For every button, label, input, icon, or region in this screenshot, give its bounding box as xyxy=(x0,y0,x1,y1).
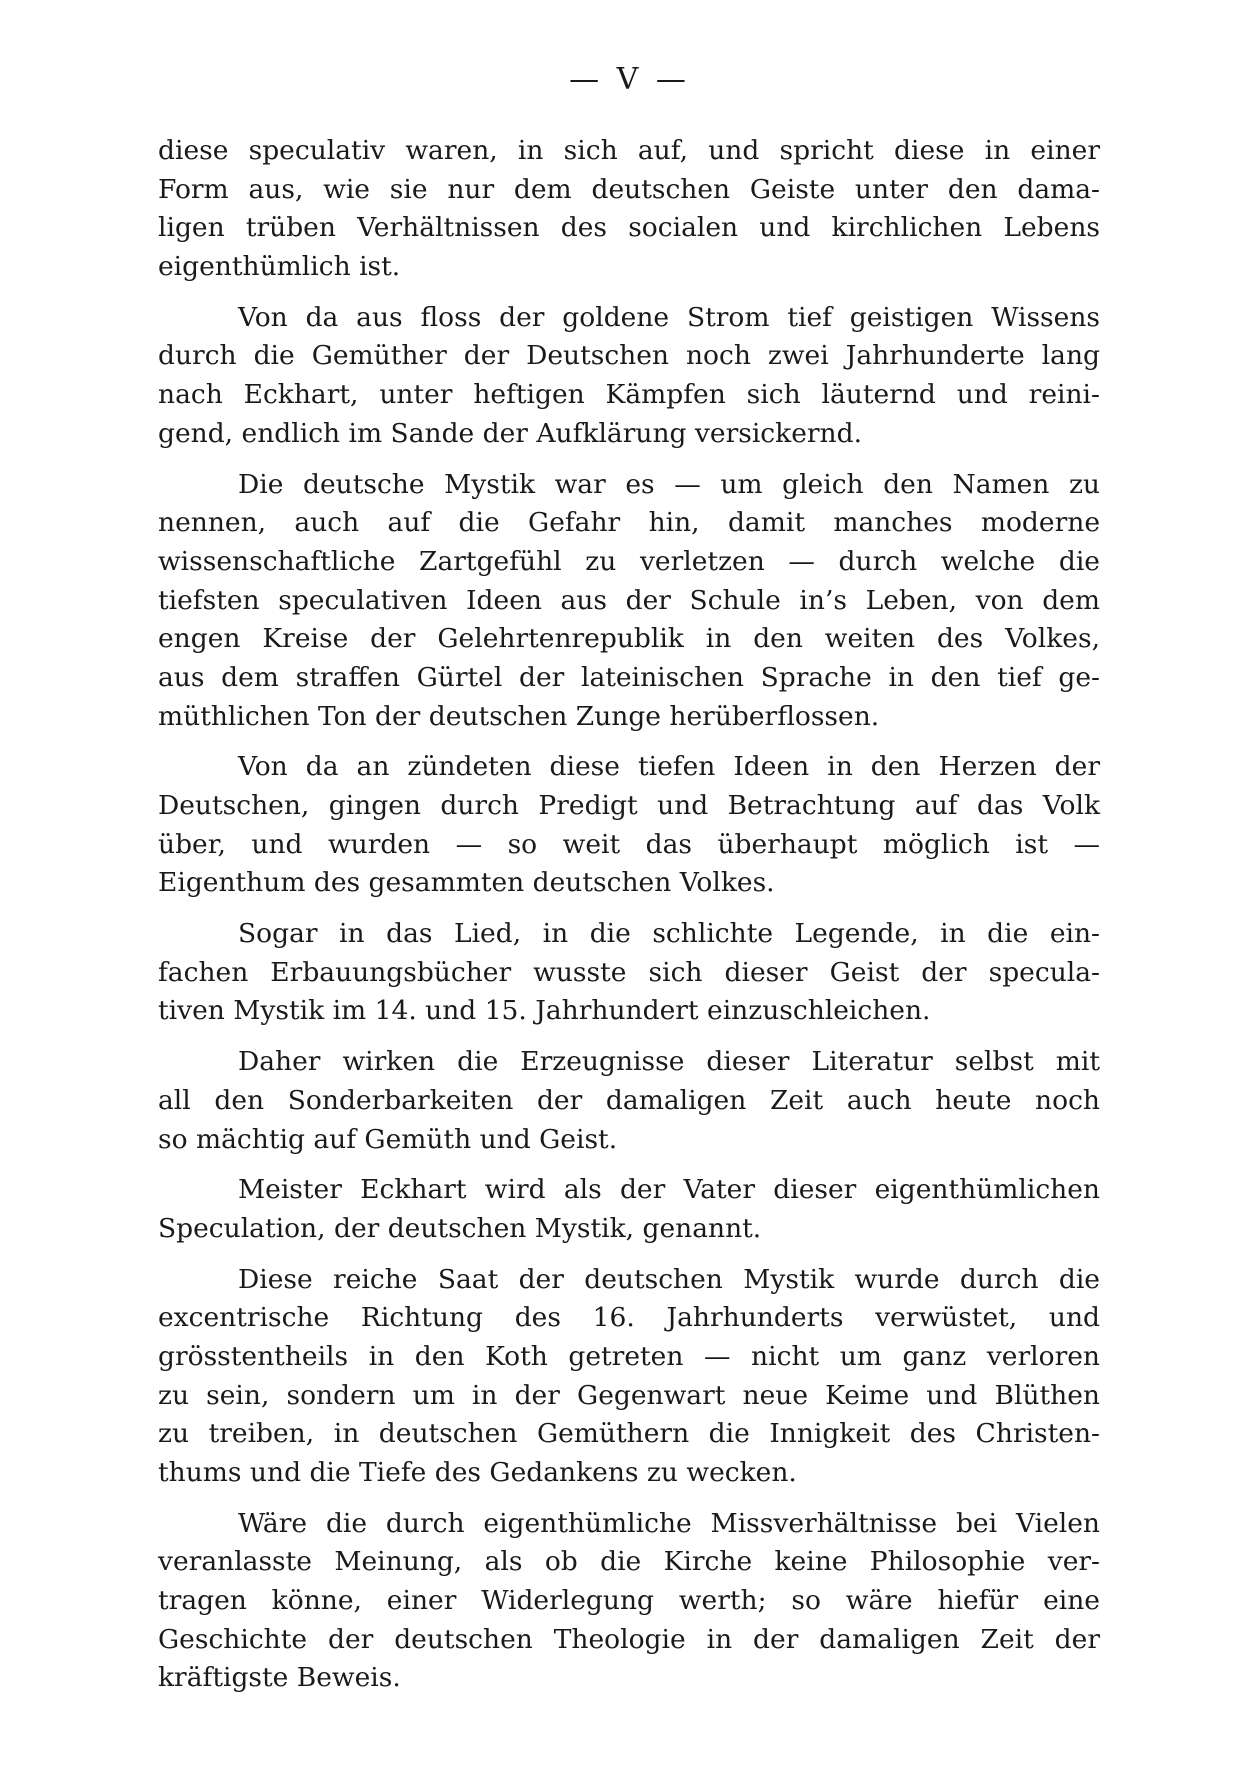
text-line: ligen trüben Verhältnissen des socialen und kirchlichen Lebens xyxy=(158,212,1100,244)
paragraph xyxy=(158,466,1100,737)
text-line: thums und die Tiefe des Gedankens zu wecken. xyxy=(158,1457,797,1488)
text-line: nach Eckhart, unter heftigen Kämpfen sich läuternd und reini- xyxy=(158,379,1100,411)
text-line: zu treiben, in deutschen Gemüthern die Innigkeit des Christen- xyxy=(158,1418,1100,1450)
paragraph xyxy=(158,1261,1100,1493)
text-line: Meister Eckhart wird als der Vater dieser eigenthümlichen xyxy=(238,1174,1100,1206)
text-line: nennen, auch auf die Gefahr hin, damit manches moderne xyxy=(158,507,1100,539)
text-line: engen Kreise der Gelehrtenrepublik in den weiten des Volkes, xyxy=(158,623,1100,655)
text-line: tragen könne, einer Widerlegung werth; so wäre hiefür eine xyxy=(158,1585,1100,1617)
text-line: Deutschen, gingen durch Predigt und Betrachtung auf das Volk xyxy=(158,790,1100,821)
text-line: grösstentheils in den Koth getreten — nicht um ganz verloren xyxy=(158,1340,1100,1372)
text-line: durch die Gemüther der Deutschen noch zwei Jahrhunderte lang xyxy=(158,340,1100,372)
text-line: tiven Mystik im 14. und 15. Jahrhundert einzuschleichen. xyxy=(158,995,931,1027)
text-line: Daher wirken die Erzeugnisse dieser Literatur selbst mit xyxy=(238,1046,1100,1078)
page-number: — V — xyxy=(569,62,690,97)
text-line: eigenthümlich ist. xyxy=(158,251,401,283)
text-line: Sogar in das Lied, in die schlichte Legende, in die ein- xyxy=(238,918,1100,950)
text-line: müthlichen Ton der deutschen Zunge herüberflossen. xyxy=(158,700,880,732)
text-line: Von da an zündeten diese tiefen Ideen in den Herzen der xyxy=(238,751,1100,783)
text-line: tiefsten speculativen Ideen aus der Schule in’s Leben, von dem xyxy=(158,584,1100,616)
text-line: Die deutsche Mystik war es — um gleich den Namen zu xyxy=(238,468,1100,500)
paragraph xyxy=(158,1171,1100,1248)
text-line: excentrische Richtung des 16. Jahrhunderts verwüstet, und xyxy=(158,1302,1100,1334)
paragraph xyxy=(158,132,1100,287)
text-line: gend, endlich im Sande der Aufklärung versickernd. xyxy=(158,417,863,449)
text-line: über, und wurden — so weit das überhaupt möglich ist — xyxy=(158,828,1100,860)
text-line: Form aus, wie sie nur dem deutschen Geiste unter den dama- xyxy=(158,173,1100,205)
text-line: Speculation, der deutschen Mystik, genannt. xyxy=(158,1212,762,1244)
text-line: so mächtig auf Gemüth und Geist. xyxy=(158,1123,618,1155)
text-line: zu sein, sondern um in der Gegenwart neue Keime und Blüthen xyxy=(158,1379,1100,1411)
text-line: Wäre die durch eigenthümliche Missverhältnisse bei Vielen xyxy=(238,1507,1100,1539)
text-line: Geschichte der deutschen Theologie in der damaligen Zeit der xyxy=(158,1623,1100,1655)
text-line: veranlasste Meinung, als ob die Kirche keine Philosophie ver- xyxy=(158,1546,1100,1578)
text-line: diese speculativ waren, in sich auf, und spricht diese in einer xyxy=(158,135,1100,166)
text-line: Eigenthum des gesammten deutschen Volkes. xyxy=(158,867,775,899)
paragraph xyxy=(158,1505,1100,1698)
text-line: kräftigste Beweis. xyxy=(158,1662,401,1694)
text-line: fachen Erbauungsbücher wusste sich dieser Geist der specula- xyxy=(158,956,1100,988)
text-line: Von da aus floss der goldene Strom tief geistigen Wissens xyxy=(238,301,1100,333)
paragraph xyxy=(158,299,1100,454)
paragraph xyxy=(158,915,1100,1031)
text-line: Diese reiche Saat der deutschen Mystik wurde durch die xyxy=(238,1263,1100,1295)
body-text xyxy=(158,132,1100,1698)
text-line: all den Sonderbarkeiten der damaligen Zeit auch heute noch xyxy=(158,1084,1100,1116)
paragraph xyxy=(158,1043,1100,1159)
text-line: aus dem straffen Gürtel der lateinischen Sprache in den tief ge- xyxy=(158,661,1100,693)
paragraph xyxy=(158,748,1100,903)
text-line: wissenschaftliche Zartgefühl zu verletzen — durch welche die xyxy=(158,545,1100,577)
